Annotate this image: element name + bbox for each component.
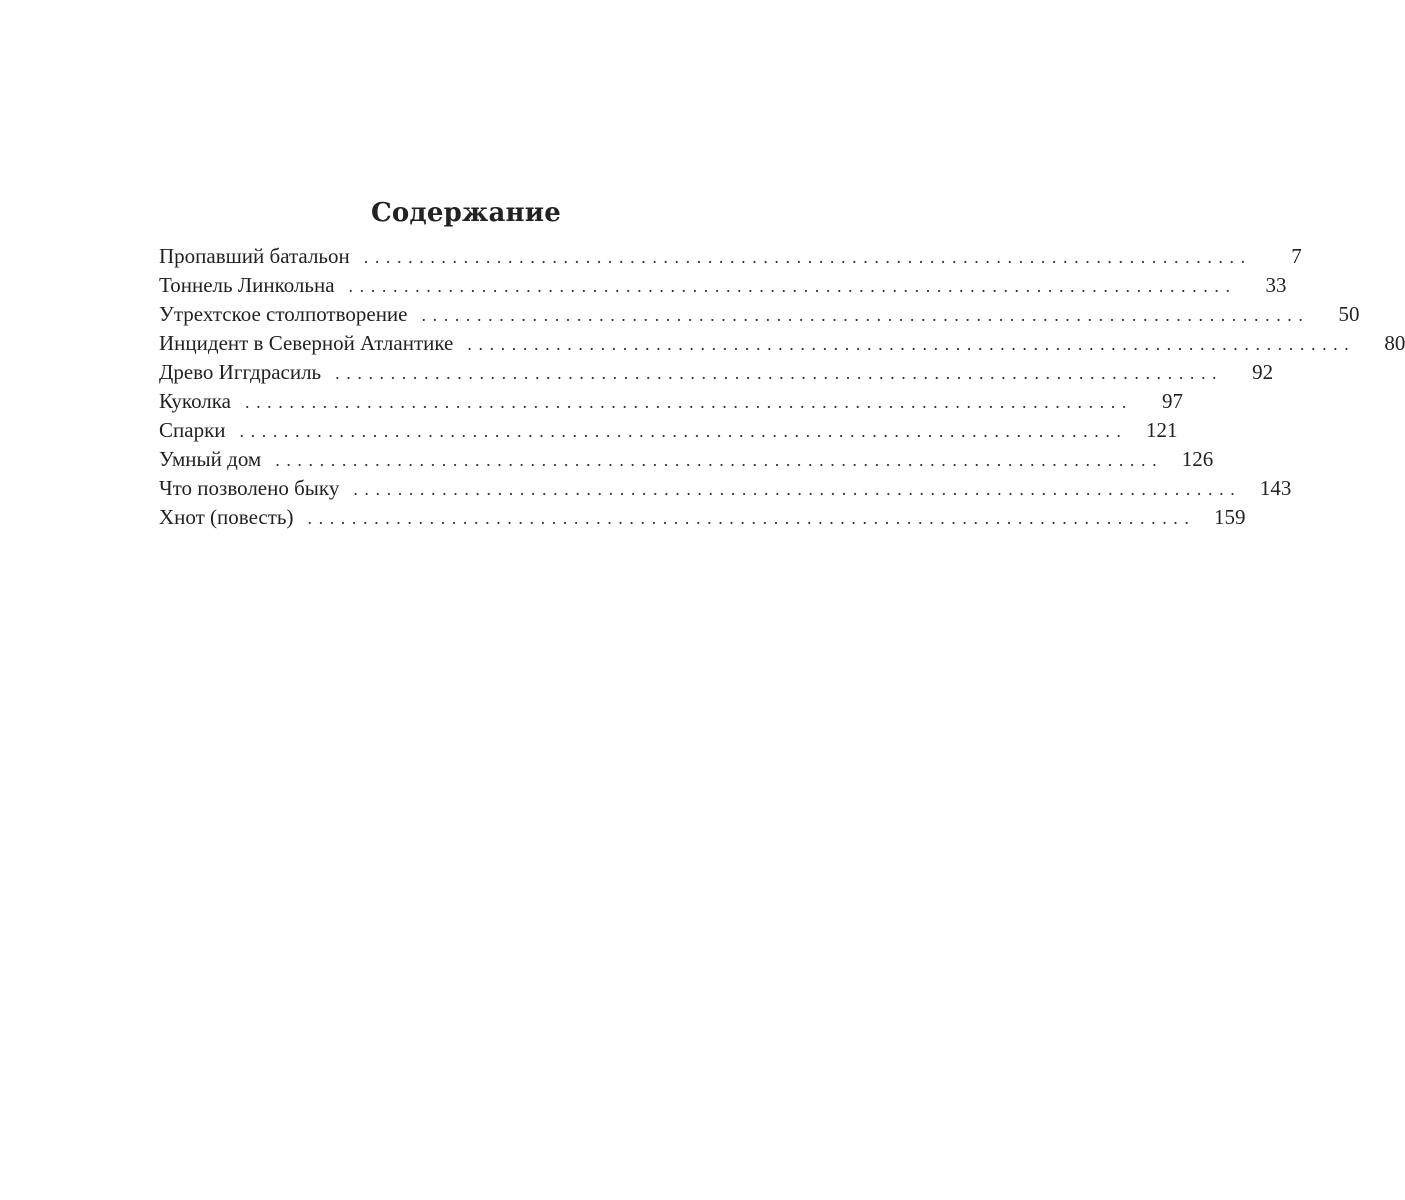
toc-entry-title: Что позволено быку (159, 476, 340, 500)
toc-entry-title: Тоннель Линкольна (159, 273, 335, 297)
toc-page-number: 126 (1181, 447, 1214, 471)
toc-entry (159, 474, 1292, 503)
toc-entry-title: Куколка (159, 389, 231, 413)
toc-entry-title: Спарки (159, 418, 226, 442)
toc-entry-title: Пропавший батальон (159, 244, 350, 268)
toc-entry-title: Умный дом (159, 447, 262, 471)
toc-page-number: 50 (1338, 302, 1360, 326)
toc-page-number: 143 (1259, 476, 1292, 500)
toc-entry (159, 445, 1214, 474)
table-of-contents (159, 242, 1405, 532)
toc-page-number: 33 (1265, 273, 1287, 297)
toc-entry-title: Инцидент в Северной Атлантике (159, 331, 454, 355)
toc-entry (159, 503, 1246, 532)
toc-page-number: 121 (1146, 418, 1178, 442)
dot-leader: ................................................................................ (353, 479, 1242, 499)
toc-entry (159, 271, 1287, 300)
toc-page-number: 7 (1291, 244, 1302, 268)
dot-leader: ................................................................................ (363, 247, 1252, 267)
dot-leader: ................................................................................ (307, 508, 1196, 528)
toc-page-number: 159 (1214, 505, 1246, 529)
toc-entry (159, 387, 1183, 416)
toc-entry (159, 416, 1178, 445)
dot-leader: ................................................................................ (348, 276, 1237, 296)
dot-leader: ................................................................................ (244, 392, 1133, 412)
toc-entry (159, 358, 1274, 387)
dot-leader: ................................................................................ (239, 421, 1128, 441)
toc-entry-title: Хнот (повесть) (159, 505, 294, 529)
toc-entry (159, 329, 1405, 358)
dot-leader: ................................................................................ (421, 305, 1310, 325)
toc-page-number: 80 (1384, 331, 1405, 355)
dot-leader: ................................................................................ (467, 334, 1356, 354)
toc-entry-title: Древо Иггдрасиль (159, 360, 322, 384)
toc-entry (159, 300, 1360, 329)
dot-leader: ................................................................................ (275, 450, 1164, 470)
dot-leader: ................................................................................ (335, 363, 1224, 383)
page-title: Содержание (370, 198, 562, 229)
toc-page-number: 97 (1161, 389, 1183, 413)
toc-entry-title: Утрехтское столпотворение (159, 302, 408, 326)
toc-page-number: 92 (1252, 360, 1274, 384)
toc-entry (159, 242, 1302, 271)
